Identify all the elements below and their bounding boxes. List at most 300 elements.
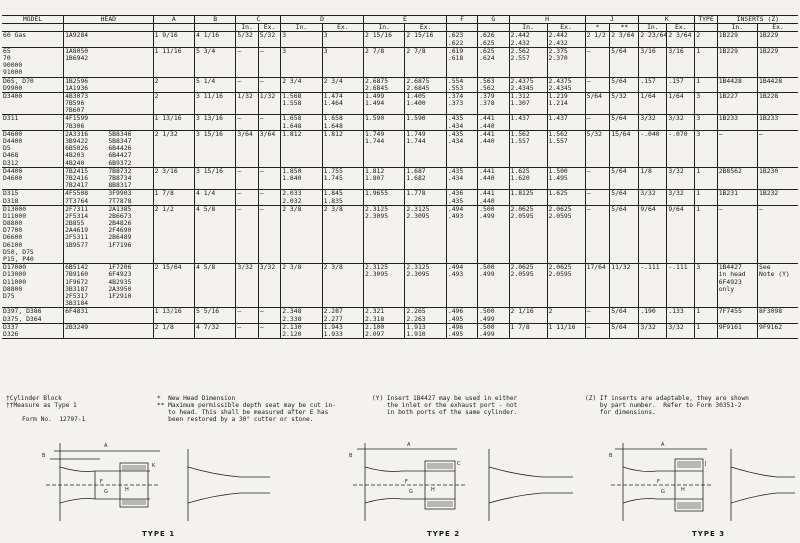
cell-g <box>478 264 509 308</box>
cell-value: 2.6845 <box>406 83 430 92</box>
cell-k-in <box>639 167 667 190</box>
cell-h-ex <box>547 190 585 205</box>
cell-value: – <box>586 189 591 198</box>
cell-e-ex <box>405 47 446 77</box>
cell-j1 <box>585 32 610 47</box>
cell-value: 2 3/8 <box>323 205 343 213</box>
cell-value: 1 <box>696 77 701 85</box>
cell-value: – <box>259 205 264 213</box>
cell-value: .500 <box>479 307 495 316</box>
cell-value: 2.130 <box>282 323 302 331</box>
cell-value: 1A8050 <box>65 47 89 55</box>
cell-d-in <box>281 167 322 190</box>
subheader-k-in: In. <box>639 24 667 32</box>
cell-d-in <box>281 308 322 323</box>
cell-value: – <box>259 189 264 198</box>
cell-e-in <box>364 92 405 115</box>
cell-value: 5/32 <box>586 130 602 138</box>
cell-c-ex <box>258 190 280 205</box>
header-model: MODEL <box>2 16 64 24</box>
svg-text:B: B <box>609 453 613 459</box>
cell-c-ex <box>258 308 280 323</box>
cell-value: 1B4427 <box>718 263 742 272</box>
cell-g <box>478 190 509 205</box>
cell-value: .441 <box>479 167 495 175</box>
model-name: D318 <box>3 196 19 205</box>
cell-value: 2.338 <box>282 314 302 323</box>
cell-k-ex <box>667 167 695 190</box>
cell-value: 4 1/16 <box>196 31 220 40</box>
subheader-c-ex: Ex. <box>258 24 280 32</box>
cell-d-in <box>281 47 322 77</box>
cell-d-in <box>281 92 322 115</box>
head-part-number: 7B2417 <box>65 181 89 190</box>
head-part-number: 2B6673 <box>108 211 132 220</box>
cell-value: 1 11/16 <box>548 323 576 331</box>
cell-ins-in <box>717 323 757 338</box>
model-name: D312 <box>3 158 19 167</box>
cell-c-in <box>236 47 258 77</box>
cell-a <box>153 308 194 323</box>
cell-value: 2.3095 <box>365 270 389 279</box>
cell-value: .563 <box>479 77 495 85</box>
cell-b <box>195 190 236 205</box>
cell-value: 1.745 <box>323 173 343 182</box>
cell-ins-ex <box>758 92 799 115</box>
cell-e-in <box>364 115 405 130</box>
cell-value: 5/64 <box>611 189 627 198</box>
cell-value: 1.400 <box>406 99 426 108</box>
cell-g <box>478 308 509 323</box>
cell-value: 2.4375 <box>510 77 534 85</box>
cell-h-in <box>509 92 547 115</box>
cell-value: 5 1/4 <box>196 77 216 85</box>
cell-value: 1 9/16 <box>154 31 178 40</box>
cell-value: – <box>586 323 591 331</box>
table-row <box>2 115 798 130</box>
cell-value: 3/32 <box>640 323 656 331</box>
cell-value: 1.812 <box>365 167 385 175</box>
cell-b <box>195 205 236 264</box>
cell-ins-in <box>717 32 757 47</box>
cell-c-ex <box>258 92 280 115</box>
cell-value: .625 <box>479 47 495 55</box>
cell-c-ex <box>258 130 280 167</box>
cell-value: 1A9284 <box>65 31 89 40</box>
cell-value: 2 3/4 <box>282 77 302 85</box>
cell-value: .441 <box>479 189 495 198</box>
model-name: P15, P40 <box>3 255 34 264</box>
cell-value: 1B4428 <box>759 77 783 85</box>
cell-value: 1 <box>696 323 701 331</box>
cell-value: 2.3125 <box>365 263 389 272</box>
cell-h-ex <box>547 92 585 115</box>
cell-g <box>478 205 509 264</box>
cell-value: 1.590 <box>365 114 385 123</box>
header-h: H <box>509 16 585 24</box>
cell-value: 2.265 <box>406 307 426 316</box>
head-part-number: 2B855 <box>65 219 85 228</box>
cell-value: 2.0595 <box>548 211 572 220</box>
cell-ins-in <box>717 190 757 205</box>
cell-value: – <box>586 205 591 213</box>
cell-ins-ex <box>758 167 799 190</box>
cell-type <box>695 130 717 167</box>
cell-ins-ex <box>758 77 799 92</box>
cell-c-in <box>236 130 258 167</box>
svg-text:H: H <box>681 487 685 493</box>
cell-value: 1.437 <box>510 114 530 123</box>
cell-value: 1B232 <box>759 189 779 198</box>
cell-g <box>478 47 509 77</box>
cell-value: 3 <box>696 130 701 138</box>
cell-e-in <box>364 47 405 77</box>
cell-e-ex <box>405 77 446 92</box>
cell-j2 <box>610 32 639 47</box>
cell-ins-in <box>717 92 757 115</box>
cell-value: 1 11/16 <box>154 47 182 55</box>
cell-value: 1B229 <box>759 31 779 40</box>
cell-value: See <box>759 263 771 272</box>
cell-ins-ex <box>758 190 799 205</box>
cell-value: 2 23/64 <box>640 31 667 40</box>
cell-e-in <box>364 264 405 308</box>
cell-value: .133 <box>668 307 684 316</box>
cell-head <box>64 130 154 167</box>
header-k: K <box>639 16 695 24</box>
cell-value: 17/64 <box>586 263 606 272</box>
cell-value: 1.219 <box>548 92 568 100</box>
type-2-label: TYPE 2 <box>427 530 461 538</box>
cell-value: 2 7/8 <box>365 47 385 55</box>
cell-value: 2.4345 <box>548 83 572 92</box>
model-name: D468 <box>3 151 19 160</box>
cell-value: 1.307 <box>510 99 530 108</box>
svg-text:F: F <box>405 479 408 485</box>
head-part-number: 7B8734 <box>108 173 132 182</box>
type-1-sketch <box>40 437 275 525</box>
cell-j1 <box>585 167 610 190</box>
head-part-number: 2A1385 <box>108 205 132 213</box>
cell-value: 1B229 <box>759 47 779 55</box>
cell-value: .495 <box>447 329 464 338</box>
type-3-label: TYPE 3 <box>692 530 726 538</box>
header-d: D <box>281 16 364 24</box>
model-name: D5 <box>3 144 11 153</box>
cell-value: 3/32 <box>668 189 684 198</box>
cell-model <box>2 205 64 264</box>
cell-b <box>195 47 236 77</box>
cell-value: 2 1/8 <box>154 323 174 331</box>
cell-value: 1.648 <box>323 121 343 130</box>
model-name: 91000 <box>3 68 23 77</box>
cell-value: .436 <box>447 189 464 198</box>
cell-type <box>695 32 717 47</box>
cell-value: 2 15/64 <box>154 263 182 272</box>
cell-k-ex <box>667 130 695 167</box>
cell-a <box>153 190 194 205</box>
cell-f <box>446 130 477 167</box>
subheader-ins-ex: Ex. <box>758 24 799 32</box>
head-part-number: 3B3187 <box>65 284 89 293</box>
cell-value: 2.263 <box>406 314 426 323</box>
cell-value: 1.835 <box>323 196 343 205</box>
cell-head <box>64 190 154 205</box>
cell-e-ex <box>405 308 446 323</box>
head-part-number: 1F7196 <box>108 240 132 249</box>
cell-value: 3 <box>323 31 328 40</box>
cell-ins-ex <box>758 308 799 323</box>
cell-j2 <box>610 190 639 205</box>
cell-a <box>153 167 194 190</box>
cell-j2 <box>610 92 639 115</box>
cell-value: .435 <box>447 167 464 175</box>
head-part-number: 2A3316 <box>65 130 89 138</box>
table-row <box>2 130 798 167</box>
cell-value: 2 1/32 <box>154 130 178 138</box>
cell-f <box>446 264 477 308</box>
head-part-number: 7B8732 <box>108 167 132 175</box>
cell-value: 2.0625 <box>548 205 572 213</box>
cell-value: 2.442 <box>510 31 530 40</box>
model-name: D397, D386 <box>3 307 42 316</box>
cell-value: 2.0595 <box>510 211 534 220</box>
table-row <box>2 323 798 338</box>
table-row <box>2 32 798 47</box>
subheader-j-dstar: ** <box>610 24 639 32</box>
cell-head <box>64 92 154 115</box>
cell-value: 1.910 <box>406 329 426 338</box>
head-part-number: 7T7878 <box>108 196 132 205</box>
cell-value: 1B227 <box>718 92 738 100</box>
cell-k-ex <box>667 308 695 323</box>
cell-value: 4 7/32 <box>196 323 220 331</box>
cell-model <box>2 167 64 190</box>
cell-value: 1B233 <box>718 114 738 123</box>
cell-d-in <box>281 190 322 205</box>
cell-c-ex <box>258 264 280 308</box>
cell-value: 8F3098 <box>759 307 783 316</box>
model-name: 60 Gas <box>3 31 27 40</box>
cell-value: 1/32 <box>237 92 253 100</box>
cell-value: 2.3125 <box>406 205 430 213</box>
cell-value: 1.850 <box>282 167 302 175</box>
cell-h-in <box>509 190 547 205</box>
cell-value: – <box>259 114 264 123</box>
cell-value: 2 7/8 <box>406 47 426 55</box>
cell-value: 1.658 <box>282 114 302 123</box>
subheader-d-ex: Ex. <box>322 24 363 32</box>
cell-k-ex <box>667 190 695 205</box>
cell-a <box>153 205 194 264</box>
cell-value: .619 <box>447 47 464 55</box>
cell-value: only <box>718 284 735 293</box>
cell-e-ex <box>405 115 446 130</box>
head-part-number: 4B240 <box>65 158 85 167</box>
cell-value: 2.3125 <box>365 205 389 213</box>
cell-value: .500 <box>479 263 495 272</box>
cell-f <box>446 167 477 190</box>
cell-value: 2B3249 <box>65 323 89 331</box>
header-c: C <box>236 16 281 24</box>
note-cylinder-block: †Cylinder Block ††Measure as Type 1 <box>6 395 77 409</box>
cell-value: – <box>759 205 763 213</box>
head-part-number: 2F5311 <box>65 233 89 242</box>
cell-head <box>64 205 154 264</box>
cell-value: 1 13/16 <box>154 114 182 123</box>
cell-value: 2.0625 <box>510 205 534 213</box>
head-part-number: 2A4619 <box>65 226 89 235</box>
cell-b <box>195 130 236 167</box>
cell-value: 2.6875 <box>406 77 430 85</box>
cell-ins-in <box>717 130 757 167</box>
cell-a <box>153 47 194 77</box>
cell-ins-in <box>717 264 757 308</box>
cell-f <box>446 92 477 115</box>
cell-e-ex <box>405 167 446 190</box>
cell-e-ex <box>405 205 446 264</box>
cell-value: 1.778 <box>406 189 426 198</box>
cell-b <box>195 77 236 92</box>
head-part-number: 8B8317 <box>108 181 132 190</box>
cell-model <box>2 130 64 167</box>
cell-value: 1.562 <box>510 130 530 138</box>
cell-c-in <box>236 323 258 338</box>
cell-k-in <box>639 32 667 47</box>
cell-value: .499 <box>479 270 495 279</box>
cell-value: – <box>237 114 242 123</box>
cell-value: 3/32 <box>668 323 684 331</box>
cell-g <box>478 32 509 47</box>
cell-value: 1.687 <box>406 167 426 175</box>
cell-k-in <box>639 47 667 77</box>
cell-h-ex <box>547 47 585 77</box>
cell-value: 9/64 <box>668 205 684 213</box>
cell-value: 2.100 <box>365 323 385 331</box>
cell-model <box>2 47 64 77</box>
cell-k-ex <box>667 323 695 338</box>
type-3-sketch <box>607 437 797 525</box>
head-part-number: 7B2416 <box>65 173 89 182</box>
svg-text:H: H <box>431 487 435 493</box>
model-name: D315 <box>3 189 19 198</box>
cell-j1 <box>585 115 610 130</box>
cell-value: 3 <box>696 92 701 100</box>
cell-value: 1.495 <box>548 173 568 182</box>
subheader-ins-in: In. <box>717 24 757 32</box>
model-name: D375, D364 <box>3 314 42 323</box>
cell-value: 3/16 <box>640 47 656 55</box>
cell-value: – <box>237 205 242 213</box>
cell-c-in <box>236 205 258 264</box>
type-3-drawing <box>607 437 797 525</box>
cell-value: 2 3/64 <box>668 31 692 40</box>
cell-value: 2 <box>154 77 159 85</box>
head-part-number: 1F2910 <box>108 291 132 300</box>
cell-value: 2 15/16 <box>365 31 392 40</box>
table-row <box>2 47 798 77</box>
model-name: D326 <box>3 329 19 338</box>
cell-value <box>65 40 152 47</box>
cell-d-in <box>281 323 322 338</box>
cell-value: .554 <box>447 77 464 85</box>
svg-text:F: F <box>657 479 660 485</box>
cell-value: 3/64 <box>259 130 276 138</box>
cell-value: – <box>586 77 591 85</box>
cell-ins-in <box>717 47 757 77</box>
cell-h-ex <box>547 32 585 47</box>
cell-b <box>195 308 236 323</box>
cell-k-in <box>639 77 667 92</box>
cell-value: 2 15/16 <box>406 31 434 40</box>
cell-value: .434 <box>447 137 464 146</box>
cell-j1 <box>585 130 610 167</box>
subheader-blank <box>446 24 477 32</box>
cell-value: 3/32 <box>259 263 276 272</box>
cell-value: 1.494 <box>365 99 385 108</box>
model-name: D6100 <box>3 240 23 249</box>
cell-value: 1.620 <box>510 173 530 182</box>
subheader-j-star: * <box>585 24 610 32</box>
cell-e-in <box>364 205 405 264</box>
cell-k-ex <box>667 32 695 47</box>
cell-value: .440 <box>479 196 495 205</box>
cell-value: 1.658 <box>323 114 343 123</box>
cell-value: -.070 <box>668 130 688 138</box>
cell-value: 1/8 <box>640 167 652 175</box>
model-name: D9900 <box>3 83 23 92</box>
cell-value: 4 5/8 <box>196 205 216 213</box>
subheader-c-in: In. <box>236 24 258 32</box>
cell-j2 <box>610 167 639 190</box>
head-part-number: 2F5317 <box>65 291 89 300</box>
cell-d-in <box>281 205 322 264</box>
cell-value: 5 3/4 <box>196 47 216 55</box>
cell-value: 5/64 <box>611 323 627 331</box>
cell-d-ex <box>322 130 363 167</box>
table-row <box>2 190 798 205</box>
head-part-number: 1F7206 <box>108 263 132 272</box>
cell-value: 3 13/16 <box>196 114 223 123</box>
cell-value: 1.214 <box>548 99 568 108</box>
head-part-number: 5B8346 <box>108 130 132 138</box>
cell-h-in <box>509 47 547 77</box>
cell-value: 1.568 <box>282 92 302 100</box>
cell-value: 5/64 <box>611 307 627 316</box>
cell-j2 <box>610 115 639 130</box>
cell-c-ex <box>258 205 280 264</box>
cell-value: 1.807 <box>365 173 385 182</box>
head-part-number: 7B9160 <box>65 270 89 279</box>
subheader-blank <box>153 24 194 32</box>
cell-value: 2.3095 <box>365 211 389 220</box>
cell-d-ex <box>322 47 363 77</box>
cell-value: 2.375 <box>548 47 568 55</box>
cell-head <box>64 47 154 77</box>
cell-value: 1B229 <box>718 31 738 40</box>
cell-value: 2 3/16 <box>154 167 178 175</box>
cell-value: .435 <box>447 114 464 123</box>
cell-value: 2 <box>696 31 701 40</box>
cell-value: 3 11/16 <box>196 92 223 100</box>
cell-ins-ex <box>758 264 799 308</box>
head-part-number: 5B8347 <box>108 137 132 146</box>
cell-d-in <box>281 130 322 167</box>
cell-value: 3 15/16 <box>196 167 223 175</box>
cell-c-in <box>236 167 258 190</box>
cell-value: 3 <box>282 31 287 40</box>
model-name: D3400 <box>3 92 23 100</box>
